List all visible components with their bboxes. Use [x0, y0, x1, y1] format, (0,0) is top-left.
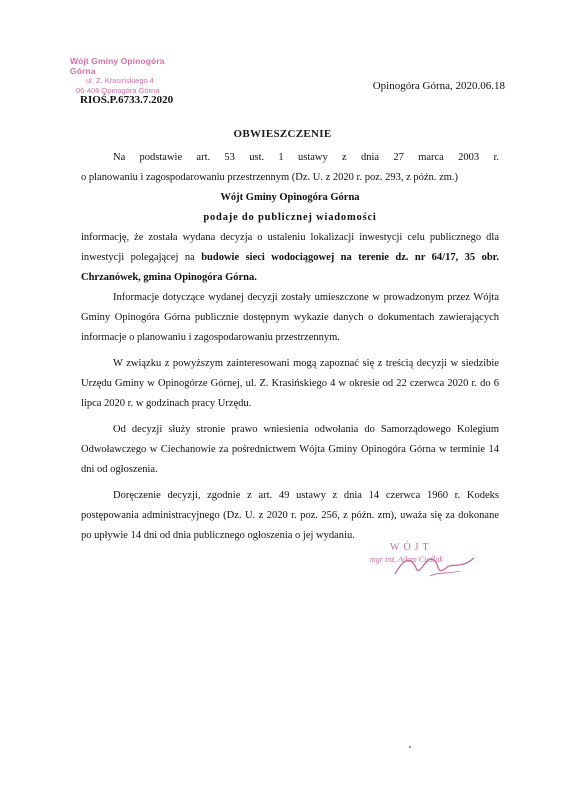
- office-stamp: [70, 56, 190, 96]
- document-title: OBWIESZCZENIE: [233, 128, 332, 140]
- stamp-line-postcode: 06-406 Opinogóra Górna: [76, 86, 160, 95]
- access-paragraph: W związku z powyższym zainteresowani mogą zapoznać się z treścią decyzji w siedzibie Urzędu Gminy w Opinogórze Górnej, ul. Z. Krasińskiego 4 w okresie od 22 czerwca 2020 r. do 6 lipca 2020 r. w godzinach pracy Urzędu.: [81, 358, 499, 409]
- reference-number: RIOŚ.P.6733.7.2020: [80, 94, 174, 106]
- announcement-phrase: podaje do publicznej wiadomości: [203, 212, 377, 223]
- legal-basis-line1: Na podstawie art. 53 ust. 1 ustawy z dnia 27 marca 2003 r.: [113, 152, 499, 163]
- decision-investment: budowie sieci wodociągowej na terenie dz. nr 64/17, 35 obr. Chrzanówek, gmina Opinogóra Górna.: [81, 252, 499, 283]
- scan-speck: [409, 746, 411, 748]
- appeal-paragraph: Od decyzji służy stronie prawo wniesienia odwołania do Samorządowego Kolegium Odwoławczego w Ciechanowie za pośrednictwem Wójta Gminy Opinogóra Górna w terminie 14 dni od ogłoszenia.: [81, 424, 499, 475]
- info-paragraph: Informacje dotyczące wydanej decyzji zostały umieszczone w prowadzonym przez Wójta Gminy Opinogóra Górna publicznie dostępnym wykazie danych o dokumentach zawierających informacje o planowaniu i zagospodarowaniu przestrzennym.: [81, 292, 499, 343]
- decision-text: informację, że została wydana decyzja o ustaleniu lokalizacji inwestycji celu publicznego dla inwestycji polegającej na: [81, 232, 499, 263]
- signature-title: WÓJT: [390, 542, 433, 553]
- notice-body: [81, 148, 499, 546]
- handwritten-signature-icon: [390, 546, 480, 586]
- signature-block: [370, 542, 490, 564]
- stamp-line-street: ul. Z. Krasińskiego 4: [86, 76, 154, 85]
- stamp-line-office: Wójt Gminy Opinogóra Górna: [70, 56, 165, 76]
- decision-paragraph: [81, 228, 499, 288]
- signature-name: mgr inż. Adam Cieślak: [370, 555, 443, 564]
- place-and-date: Opinogóra Górna, 2020.06.18: [372, 80, 505, 92]
- delivery-paragraph: Doręczenie decyzji, zgodnie z art. 49 ustawy z dnia 14 czerwca 1960 r. Kodeks postępowania administracyjnego (Dz. U. z 2020 r. poz. 256, z późn. zm), uważa się za dokonane po upływie 14 dni od dnia publicznego ogłoszenia o jej wydaniu.: [81, 490, 499, 541]
- authority-name: Wójt Gminy Opinogóra Górna: [220, 192, 360, 203]
- legal-basis-line2: o planowaniu i zagospodarowaniu przestrzennym (Dz. U. z 2020 r. poz. 293, z późn. zm.): [81, 172, 459, 183]
